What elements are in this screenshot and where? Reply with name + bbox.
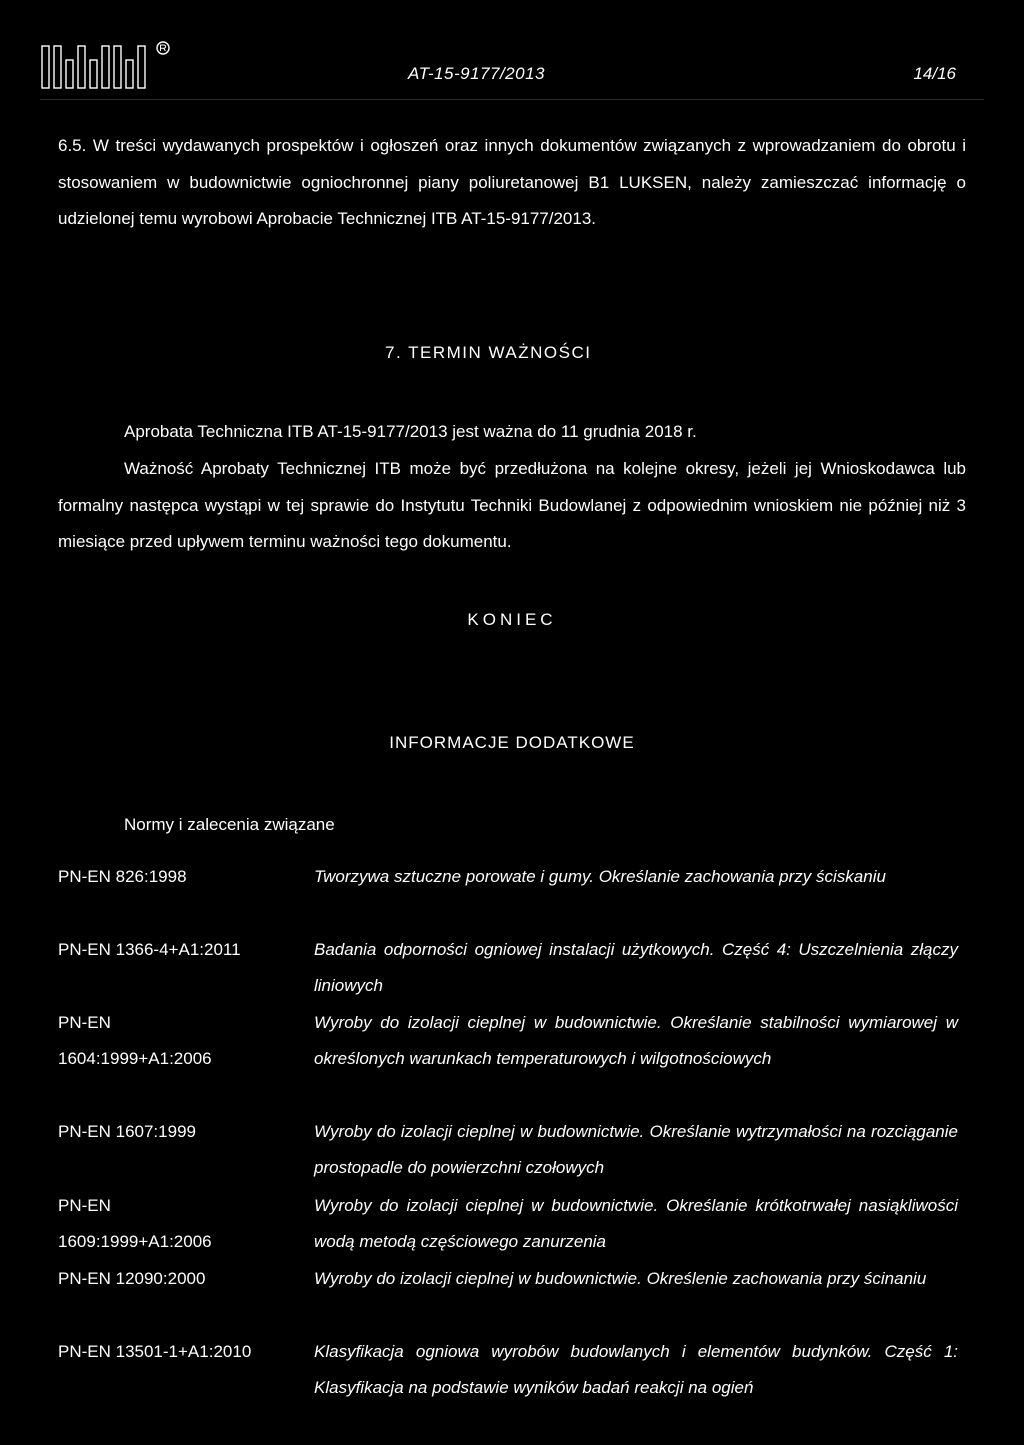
norm-code: PN-EN 1604:1999+A1:2006 bbox=[58, 1013, 212, 1068]
norm-description: Wyroby do izolacji cieplnej w budownictwie. Określanie stabilności wymiarowej w określonych warunkach temperaturowych i wilgotnościowych bbox=[314, 1013, 958, 1068]
document-reference: AT-15-9177/2013 bbox=[408, 64, 545, 83]
norm-description: Wyroby do izolacji cieplnej w budownictwie. Określanie krótkotrwałej nasiąkliwości wodą metodą częściowego zanurzenia bbox=[314, 1196, 958, 1251]
norm-description: Wyroby do izolacji cieplnej w budownictwie. Określenie zachowania przy ścinaniu bbox=[314, 1269, 927, 1288]
norm-description: Badania odporności ogniowej instalacji użytkowych. Część 4: Uszczelnienia złączy liniowych bbox=[314, 940, 958, 995]
norm-description: Tworzywa sztuczne porowate i gumy. Określanie zachowania przy ściskaniu bbox=[314, 867, 886, 886]
page-number: 14/16 bbox=[913, 64, 956, 83]
norm-code: PN-EN 13501-1+A1:2010 bbox=[58, 1342, 252, 1361]
norm-description: Wyroby do izolacji cieplnej w budownictwie. Określanie wytrzymałości na rozciąganie prostopadle do powierzchni czołowych bbox=[314, 1122, 958, 1177]
norm-code: PN-EN 1609:1999+A1:2006 bbox=[58, 1196, 212, 1251]
norms-heading: Normy i zalecenia związane bbox=[124, 815, 335, 834]
norm-code: PN-EN 12090:2000 bbox=[58, 1269, 206, 1288]
additional-info-title: INFORMACJE DODATKOWE bbox=[389, 733, 635, 752]
section-7-title: 7. TERMIN WAŻNOŚCI bbox=[385, 343, 592, 362]
norm-code: PN-EN 1607:1999 bbox=[58, 1122, 196, 1141]
end-marker: KONIEC bbox=[467, 610, 557, 629]
norm-code: PN-EN 826:1998 bbox=[58, 867, 187, 886]
itb-logo bbox=[38, 38, 178, 90]
section-6-5-paragraph: 6.5. W treści wydawanych prospektów i ogłoszeń oraz innych dokumentów związanych z wprowadzaniem do obrotu i stosowaniem w budownictwie ogniochronnej piany poliuretanowej B1 LUKSEN, należy zamieszczać informację o udzielonej temu wyrobowi Aprobacie Technicznej ITB AT-15-9177/2013. bbox=[58, 136, 966, 228]
norm-description: Klasyfikacja ogniowa wyrobów budowlanych i elementów budynków. Część 1: Klasyfikacja na podstawie wyników badań reakcji na ogień bbox=[314, 1342, 958, 1397]
extension-paragraph: Ważność Aprobaty Technicznej ITB może być przedłużona na kolejne okresy, jeżeli jej Wnioskodawca lub formalny następca wystąpi w tej sprawie do Instytutu Techniki Budowlanej z odpowiednim wnioskiem nie później niż 3 miesiące przed upływem terminu ważności tego dokumentu. bbox=[58, 459, 966, 551]
norm-code: PN-EN 1366-4+A1:2011 bbox=[58, 940, 241, 959]
header-divider bbox=[40, 99, 984, 100]
validity-statement: Aprobata Techniczna ITB AT-15-9177/2013 jest ważna do 11 grudnia 2018 r. bbox=[124, 422, 697, 441]
